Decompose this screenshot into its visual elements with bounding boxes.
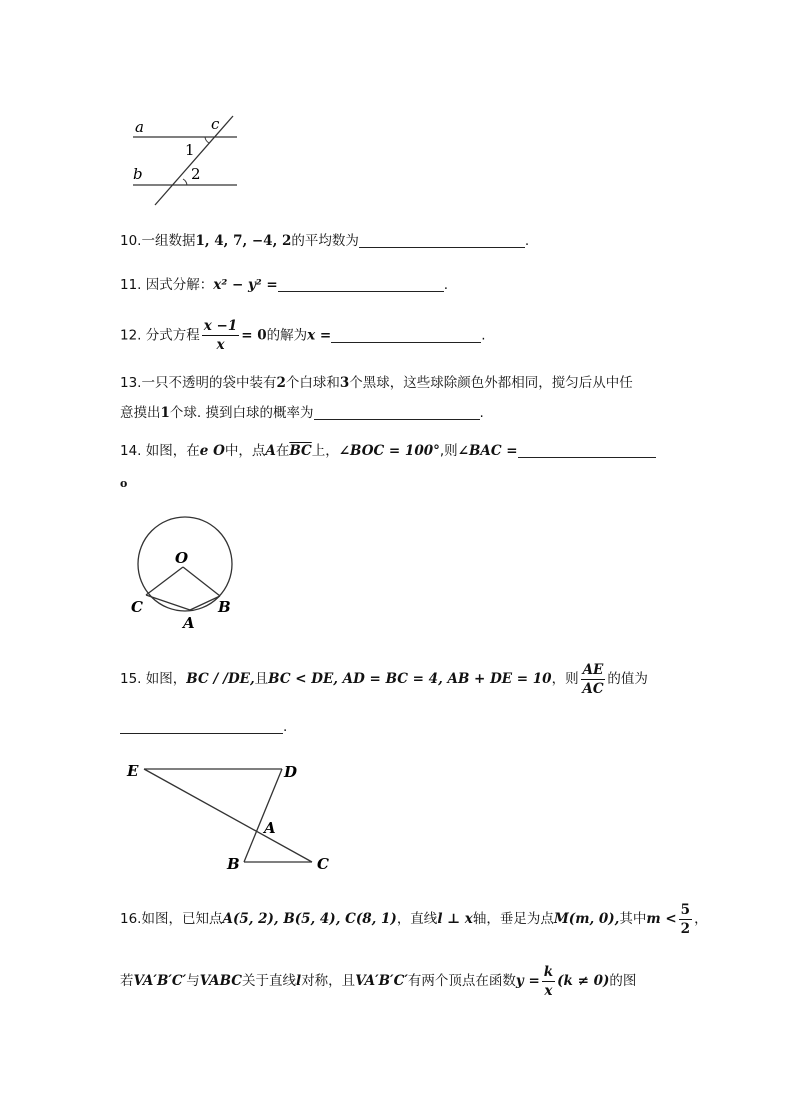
q10-end: . [524,233,530,249]
q16-line2-a: 若 [120,973,134,989]
q16-func: y = [515,973,540,989]
q10-number: 10. [120,233,142,249]
radius-ob [183,567,220,596]
label-c: C [317,855,329,873]
q13-black-count: 3 [339,375,350,391]
q14-mid2: 在 [275,443,290,459]
circle-figure [125,516,245,631]
q13-number: 13. [120,375,142,391]
q16-tri1: VA′B′C′ [133,973,187,989]
angle-2-arc [183,179,187,185]
label-a: A [264,819,276,837]
question-10 [120,231,529,251]
q16-func-fraction [542,963,555,1000]
q12-rhs: = 0 [241,327,267,344]
radius-oc [146,567,183,595]
q12-number: 12. [120,327,142,344]
label-a: A [183,614,195,631]
q16-line2-e: 有两个顶点在函数 [407,973,516,989]
q14-arc: $\overline{BC}$ [289,443,312,459]
triangles-figure [124,756,336,874]
question-12 [120,317,486,354]
q14-number: 14. [120,443,142,459]
q12-fraction [202,317,239,354]
q13-one: 1 [160,405,170,421]
question-11 [120,275,448,295]
q14-end-mark: o [120,477,128,490]
q15-number: 15. [120,671,142,687]
q13-line1-b: 个白球和 [285,375,340,391]
question-16-line2 [120,962,636,1000]
q12-frac-num: x −1 [203,318,238,334]
q12-lead: 分式方程 [145,327,200,344]
q16-line2-d: 对称，且 [301,973,356,989]
q11-end: . [443,277,449,293]
label-angle-2: 2 [191,165,201,183]
q16-mid2: 轴，垂足为点 [472,911,554,927]
label-angle-1: 1 [185,141,195,159]
line-c [155,116,233,205]
q12-frac-den: x [216,337,225,353]
label-c: c [211,115,220,133]
q14-condition: ∠BOC = 100° [338,443,440,459]
q16-cond2: (k ≠ 0) [557,973,610,989]
q16-mid3: 其中 [619,911,647,927]
label-e: E [127,762,139,780]
q14-mid3: 上， [311,443,339,459]
q14-ask: ∠BAC = [457,443,518,459]
q15-mid2: ，则 [551,671,579,687]
q13-answer-blank[interactable] [314,405,480,420]
question-15-line2 [120,717,287,737]
q13-line2-b: 个球. 摸到白球的概率为 [169,405,314,421]
q11-answer-blank[interactable] [278,277,444,292]
q14-mid4: ,则 [439,443,458,459]
q15-frac-den: AC [582,680,604,697]
label-a: a [135,118,144,136]
q14-point-a: A [265,443,276,459]
label-o: O [175,549,189,567]
q16-condition: m < [646,911,677,927]
q10-answer-blank[interactable] [359,233,525,248]
q14-circle: e O [199,443,225,459]
parallel-lines-figure [125,112,250,212]
label-b: b [133,165,143,183]
q16-lead: 如图，已知点 [141,911,223,927]
q15-mid: 且 [254,671,269,687]
q13-line2-a: 意摸出 [120,405,161,421]
q15-cond2: BC < DE, AD = BC = 4, AB + DE = 10 [268,671,552,687]
q16-tri2: VABC [199,973,243,989]
q16-mid1: ，直线 [396,911,438,927]
q10-tail: 的平均数为 [291,233,359,249]
q12-var: x = [307,327,332,344]
q14-lead: 如图，在 [145,443,200,459]
segment-bd [244,769,282,862]
q16-tri3: VA′B′C′ [355,973,408,989]
question-13-line2 [120,403,484,423]
question-15 [120,660,648,698]
label-b: B [218,598,231,616]
q12-tail: 的解为 [266,327,308,344]
q12-end: . [481,327,486,344]
chord-ab [190,596,220,610]
q10-lead: 一组数据 [141,233,196,249]
q16-line2-c: 关于直线 [242,973,297,989]
q16-fraction [679,901,692,938]
q10-data: 1, 4, 7, −4, 2 [195,233,292,249]
q16-func-den: x [544,982,553,999]
label-b: B [227,855,240,873]
q16-frac-den: 2 [680,920,691,937]
q15-frac-num: AE [582,661,604,678]
q16-func-num: k [543,963,554,980]
q11-expr: x² − y² = [213,277,278,293]
q16-frac-num: 5 [680,901,691,918]
q16-points: A(5, 2), B(5, 4), C(8, 1) [222,911,397,927]
q15-fraction [581,661,606,698]
label-d: D [284,763,298,781]
q16-line2-f: 的图 [609,973,637,989]
question-13 [120,373,633,393]
q15-answer-blank[interactable] [120,719,283,734]
q15-tail: 的值为 [607,671,648,687]
q16-l2: l [296,973,302,989]
q15-cond1: BC / /DE, [186,671,255,687]
q16-line-l: l ⊥ x [437,911,473,927]
q11-number: 11. [120,277,142,293]
question-16 [120,900,708,938]
q12-answer-blank[interactable] [331,328,481,343]
q13-end: . [479,405,484,421]
q16-number: 16. [120,911,142,927]
label-c: C [131,598,143,616]
q16-end1: ， [694,911,708,927]
q14-answer-blank[interactable] [518,443,656,458]
q13-line1-a: 一只不透明的袋中装有 [141,375,277,391]
q13-line1-c: 个黑球，这些球除颜色外都相同，搅匀后从中任 [349,375,633,391]
q13-white-count: 2 [276,375,286,391]
angle-1-arc [205,137,209,143]
q16-point-m: M(m, 0), [553,911,620,927]
q15-lead: 如图， [145,671,187,687]
segment-ec [144,769,312,862]
q16-line2-b: 与 [186,973,200,989]
q14-mid1: 中，点 [224,443,266,459]
question-14 [120,441,656,461]
q11-lead: 因式分解： [145,277,214,293]
q15-end: . [283,719,288,735]
